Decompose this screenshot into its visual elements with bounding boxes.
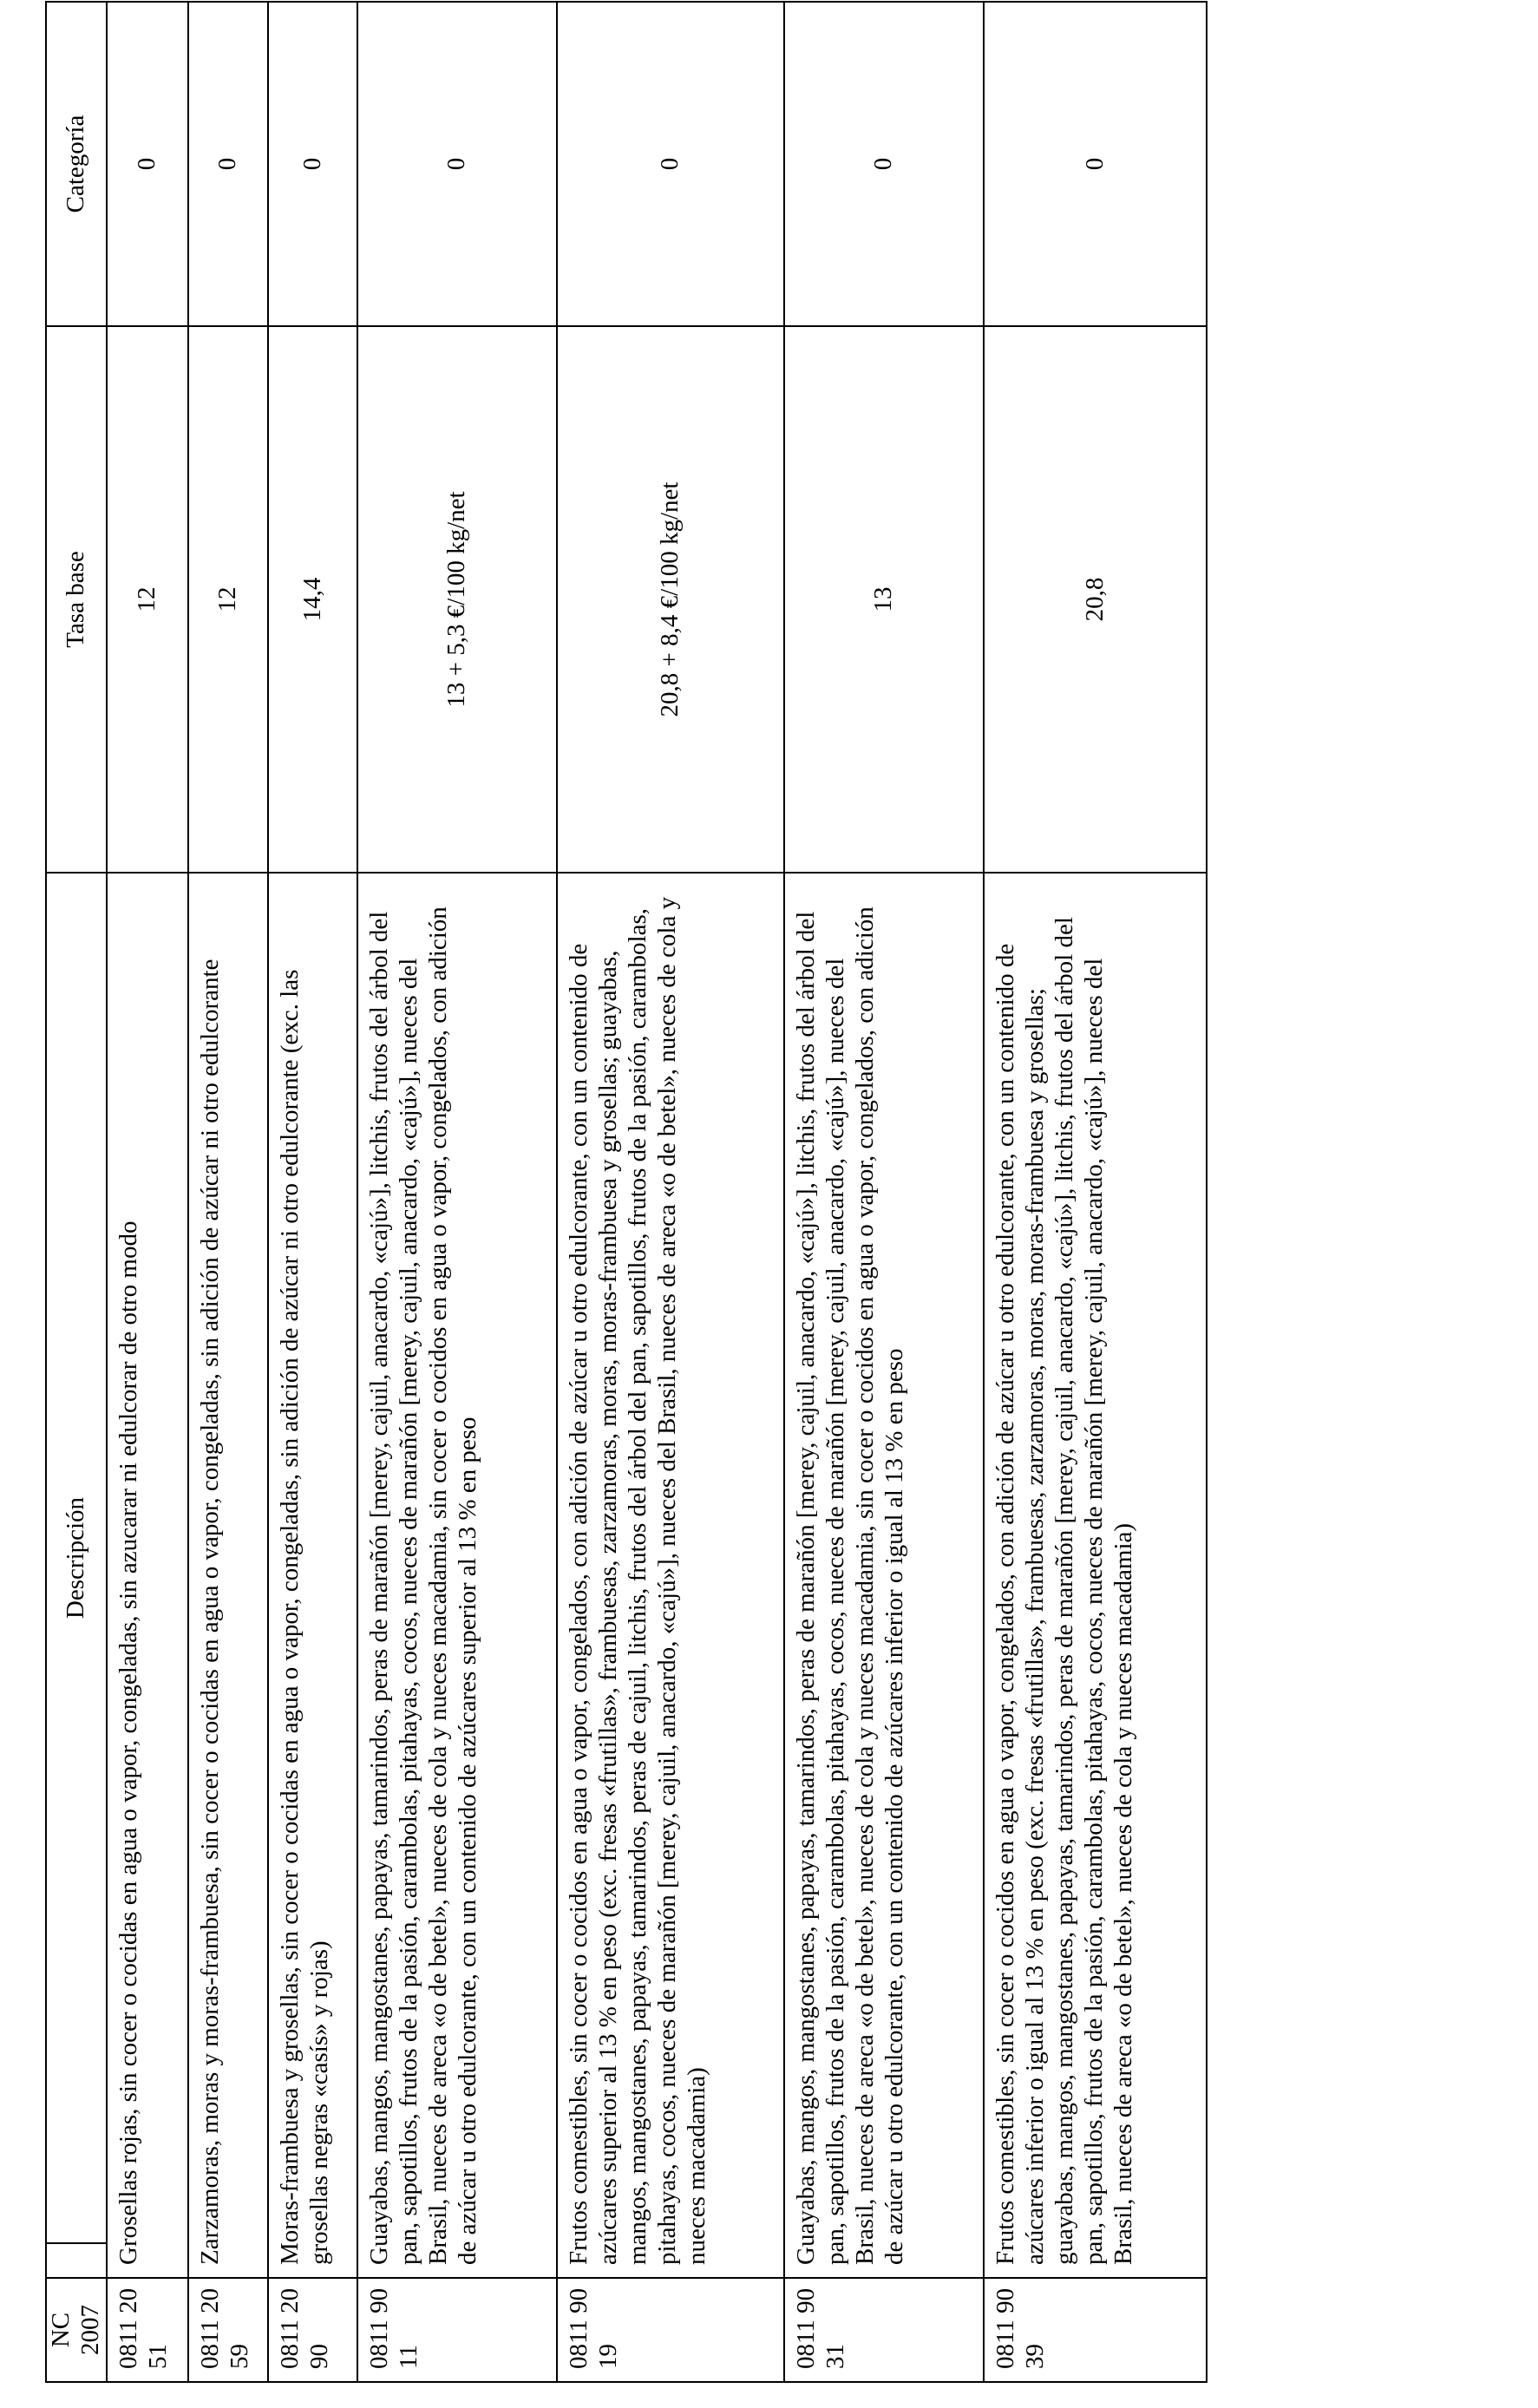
- cell-code: 0811 90 19: [557, 2278, 784, 2382]
- cell-code: 0811 90 31: [784, 2278, 984, 2382]
- cell-description: Guayabas, mangos, mangostanes, papayas, tamarindos, peras de marañón [merey, cajuil, anacardo, «cajú»], litchis, frutos del árbol del pan, sapotillos, frutos de la pasión, carambolas, pitahayas, cocos, nueces de marañón [merey, cajuil, anacardo, «cajú»], nueces del Brasil, nueces de areca «o de betel», nueces de cola y nueces macadamia, sin cocer o cocidos en agua o vapor, congelados, con adición de azúcar u otro edulcorante, con un contenido de azúcares superior al 13 % en peso: [357, 873, 557, 2278]
- cell-description: Frutos comestibles, sin cocer o cocidos en agua o vapor, congelados, con adición de azúcar u otro edulcorante, con un contenido de azúcares superior al 13 % en peso (exc. fresas «frutillas», frambuesas, zarzamoras, moras, moras-frambuesa y grosellas; guayabas, mangos, mangostanes, papayas, tamarindos, peras de cajuil, litchis, frutos del árbol del pan, sapotillos, frutos de la pasión, carambolas, pitahayas, cocos, nueces de marañón [merey, cajuil, anacardo, «cajú»], nueces del Brasil, nueces de areca «o de betel», nueces de cola y nueces macadamia): [557, 873, 784, 2278]
- header-base-rate: Tasa base: [46, 326, 107, 873]
- table-row: [557, 2, 784, 2382]
- cell-category: 0: [557, 2, 784, 326]
- cell-code: 0811 90 39: [984, 2278, 1207, 2382]
- cell-description: Moras-frambuesa y grosellas, sin cocer o cocidas en agua o vapor, congeladas, sin adición de azúcar ni otro edulcorante (exc. las grosellas negras «casís» y rojas): [268, 873, 357, 2278]
- table-row: [984, 2, 1207, 2382]
- cell-rate: 12: [188, 326, 268, 873]
- header-nc-2007: NC 2007: [46, 2278, 107, 2382]
- cell-code: 0811 20 90: [268, 2278, 357, 2382]
- table-row: [268, 2, 357, 2382]
- table-header-row: [46, 2, 107, 2382]
- rotated-page: [45, 3, 1207, 2383]
- cell-category: 0: [268, 2, 357, 326]
- header-category: Categoría: [46, 2, 107, 326]
- cell-category: 0: [984, 2, 1207, 326]
- cell-category: 0: [784, 2, 984, 326]
- cell-rate: 14,4: [268, 326, 357, 873]
- cell-rate: 20,8: [984, 326, 1207, 873]
- header-description: Descripción: [46, 873, 107, 2243]
- table-row: [188, 2, 268, 2382]
- cell-code: 0811 90 11: [357, 2278, 557, 2382]
- cell-code: 0811 20 59: [188, 2278, 268, 2382]
- table-row: [357, 2, 557, 2382]
- cell-rate: 20,8 + 8,4 €/100 kg/net: [557, 326, 784, 873]
- cell-description: Grosellas rojas, sin cocer o cocidas en agua o vapor, congeladas, sin azucarar ni edulcorar de otro modo: [107, 873, 188, 2278]
- tariff-table: [45, 1, 1207, 2383]
- cell-rate: 13: [784, 326, 984, 873]
- cell-category: 0: [107, 2, 188, 326]
- cell-category: 0: [188, 2, 268, 326]
- cell-description: Zarzamoras, moras y moras-frambuesa, sin cocer o cocidas en agua o vapor, congeladas, sin adición de azúcar ni otro edulcorante: [188, 873, 268, 2278]
- table-row: [784, 2, 984, 2382]
- cell-rate: 13 + 5,3 €/100 kg/net: [357, 326, 557, 873]
- cell-category: 0: [357, 2, 557, 326]
- header-spacer: [46, 2243, 107, 2278]
- table-row: [107, 2, 188, 2382]
- cell-description: Frutos comestibles, sin cocer o cocidos en agua o vapor, congelados, con adición de azúcar u otro edulcorante, con un contenido de azúcares inferior o igual al 13 % en peso (exc. fresas «frutillas», frambuesas, zarzamoras, moras, moras-frambuesa y grosellas; guayabas, mangos, mangostanes, papayas, tamarindos, peras de marañón [merey, cajuil, anacardo, «cajú»], litchis, frutos del árbol del pan, sapotillos, frutos de la pasión, carambolas, pitahayas, cocos, nueces de marañón [merey, cajuil, anacardo, «cajú»], nueces del Brasil, nueces de areca «o de betel», nueces de cola y nueces macadamia): [984, 873, 1207, 2278]
- cell-code: 0811 20 51: [107, 2278, 188, 2382]
- cell-rate: 12: [107, 326, 188, 873]
- cell-description: Guayabas, mangos, mangostanes, papayas, tamarindos, peras de marañón [merey, cajuil, anacardo, «cajú»], litchis, frutos del árbol del pan, sapotillos, frutos de la pasión, carambolas, pitahayas, cocos, nueces de marañón [merey, cajuil, anacardo, «cajú»], nueces del Brasil, nueces de areca «o de betel», nueces de cola y nueces macadamia, sin cocer o cocidos en agua o vapor, congelados, con adición de azúcar u otro edulcorante, con un contenido de azúcares inferior o igual al 13 % en peso: [784, 873, 984, 2278]
